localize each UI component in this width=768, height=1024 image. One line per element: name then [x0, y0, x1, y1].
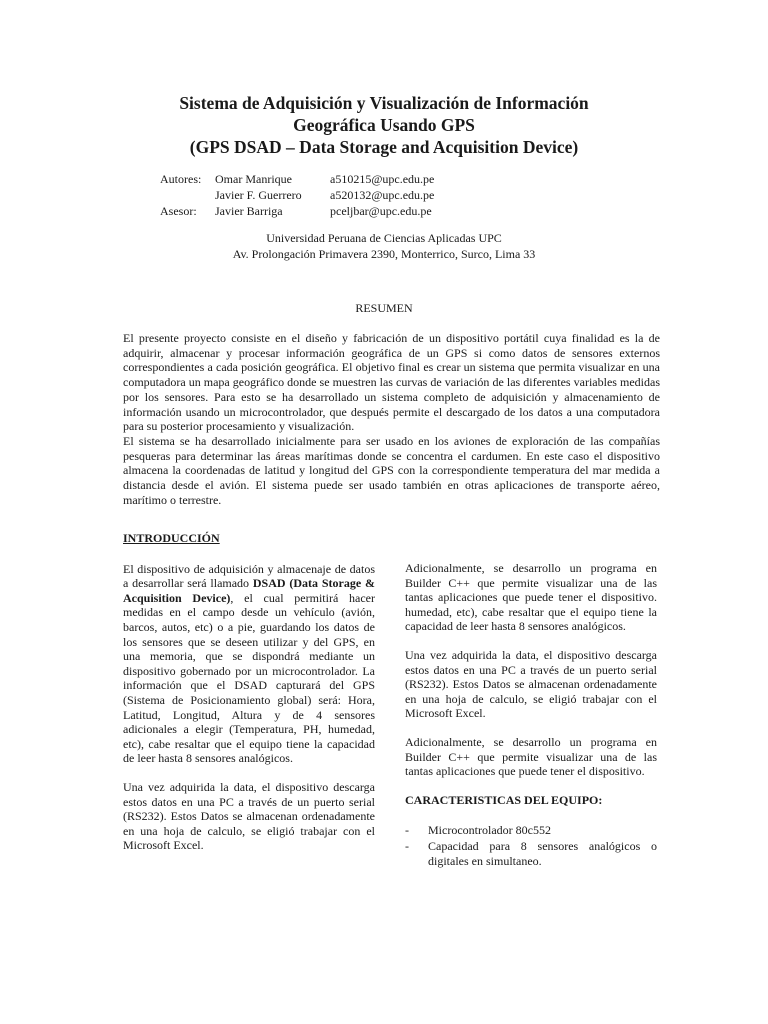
- list-item: [405, 823, 657, 838]
- list-bullet: -: [405, 838, 409, 853]
- intro-paragraph: Una vez adquirida la data, el dispositivo descarga estos datos en una PC a través de un puerto serial (RS232). Estos Datos se almacenan ordenadamente en una hoja de calculo, se eligió trabajar con el Microsoft Excel.: [123, 779, 375, 853]
- advisor-role: Asesor:: [160, 204, 197, 218]
- intro-bold-term: DSAD (Data Storage & Acquisition Device): [123, 576, 375, 605]
- abstract-paragraph: El presente proyecto consiste en el diseño y fabricación de un dispositivo portátil cuya finalidad es la de adquirir, almacenar y procesar información geográfica de un GPS si como datos de sensores externos correspondientes a cada posición geográfica. El objetivo final es crear un sistema que permita visualizar en una computadora un mapa geográfico donde se muestren las curvas de variación de las diferentes variables medidas por los sensores. Para esto se ha desarrollado un sistema completo de adquisición y almacenamiento de información usando un microcontrolador, que después permite el descargado de los datos a una computadora para su posterior procesamiento y visualización.: [123, 331, 660, 434]
- advisor-row: [160, 203, 434, 219]
- author-block: [160, 171, 434, 219]
- author-email: a510215@upc.edu.pe: [330, 172, 435, 186]
- author-row: [160, 187, 434, 203]
- abstract-heading: RESUMEN: [355, 301, 413, 315]
- abstract-body: [123, 331, 660, 507]
- abstract-paragraph: El sistema se ha desarrollado inicialmente para ser usado en los aviones de exploración de las compañías pesqueras para determinar las áreas marítimas donde se concentra el cardumen. En este caso el dispositivo almacena la coordenadas de latitud y longitud del GPS con la correspondiente temperatura del mar medida a distancia desde el avión. El sistema puede ser usado también en otras aplicaciones de transporte aéreo, marítimo o terrestre.: [123, 433, 660, 507]
- list-item: [405, 839, 657, 868]
- intro-text: El dispositivo de adquisición y almacenaje de datos a desarrollar será llamado: [123, 561, 375, 591]
- features-heading: CARACTERISTICAS DEL EQUIPO:: [405, 792, 603, 807]
- intro-paragraph: [123, 562, 375, 766]
- paper-title: [120, 92, 648, 158]
- author-name: Omar Manrique: [215, 172, 292, 186]
- university-address: Av. Prolongación Primavera 2390, Monterrico, Surco, Lima 33: [232, 247, 536, 261]
- list-bullet: -: [405, 823, 409, 838]
- author-name: Javier F. Guerrero: [215, 188, 302, 202]
- intro-text: , el cual permitirá hacer medidas en el campo desde un vehículo (avión, barcos, autos, etc) o a pie, guardando los datos de los sensores que se deseen utilizar y del GPS, en una memoria, que se dispondrá mediante un dispositivo gobernado por un microcontrolador. La información que el DSAD capturará del GPS (Sistema de Posicionamiento global) será: Hora, Latitud, Longitud, Altura y de 4 sensores adicionales a elegir (Temperatura, PH, humedad, etc), cabe resaltar que el equipo tiene la capacidad de leer hasta 8 sensores analógicos.: [123, 590, 375, 766]
- title-line-3: (GPS DSAD – Data Storage and Acquisition Device): [189, 137, 579, 157]
- university-name: Universidad Peruana de Ciencias Aplicadas UPC: [266, 231, 502, 245]
- left-column: [123, 531, 375, 867]
- intro-heading: INTRODUCCIÓN: [123, 531, 220, 545]
- features-list: [405, 823, 657, 868]
- body-paragraph: Una vez adquirida la data, el dispositivo descarga estos datos en una PC a través de un puerto serial (RS232). Estos Datos se almacenan ordenadamente en una hoja de calculo, se eligió trabajar con el Microsoft Excel.: [405, 647, 657, 721]
- author-role: Autores:: [160, 172, 202, 186]
- feature-text: Capacidad para 8 sensores analógicos o digitales en simultaneo.: [428, 838, 657, 868]
- title-line-2: Geográfica Usando GPS: [293, 115, 475, 135]
- feature-text: Microcontrolador 80c552: [428, 823, 551, 838]
- advisor-name: Javier Barriga: [215, 204, 283, 218]
- body-paragraph: Adicionalmente, se desarrollo un programa en Builder C++ que permite visualizar una de las tantas aplicaciones que puede tener el dispositivo.: [405, 734, 657, 779]
- affiliation: [170, 230, 598, 262]
- right-column: [405, 561, 657, 869]
- author-email: a520132@upc.edu.pe: [330, 188, 435, 202]
- title-line-1: Sistema de Adquisición y Visualización de Información: [179, 93, 589, 113]
- body-paragraph: Adicionalmente, se desarrollo un programa en Builder C++ que permite visualizar una de las tantas aplicaciones que puede tener el dispositivo. humedad, etc), cabe resaltar que el equipo tiene la capacidad de leer hasta 8 sensores analógicos.: [405, 561, 657, 634]
- author-row: [160, 171, 434, 187]
- advisor-email: pceljbar@upc.edu.pe: [330, 204, 432, 218]
- author-role: [160, 187, 215, 203]
